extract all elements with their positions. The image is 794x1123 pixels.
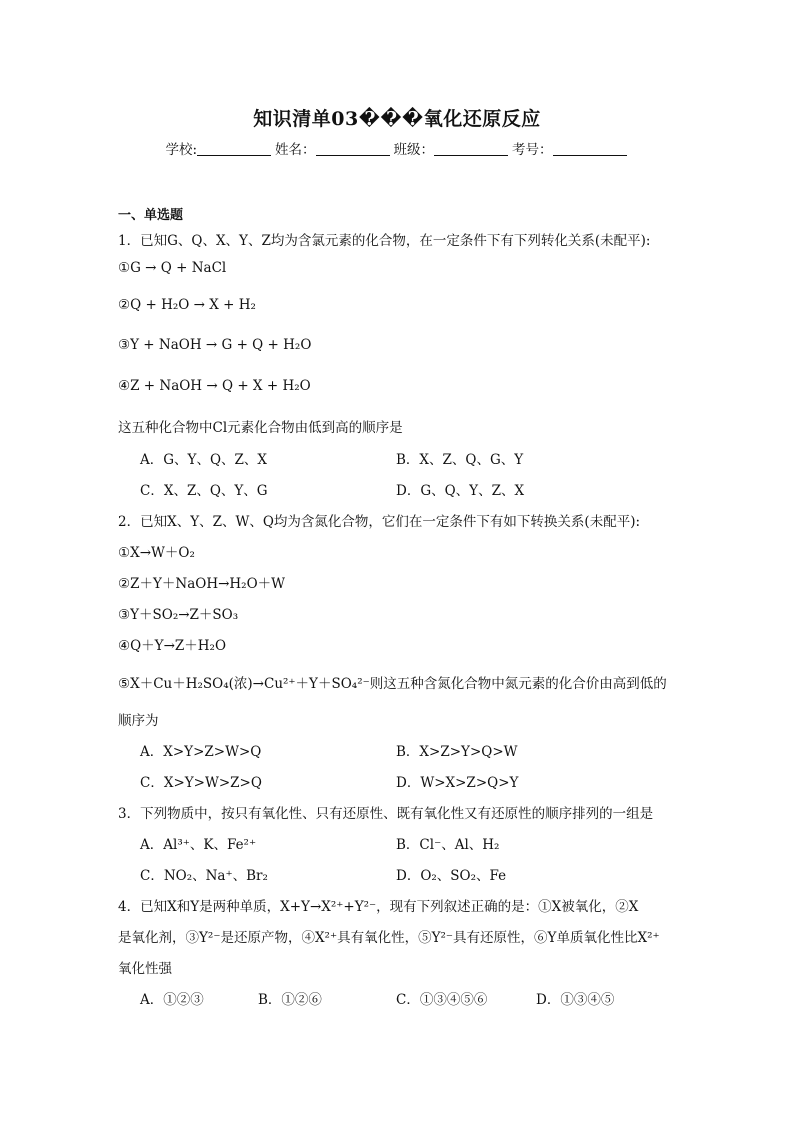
- name-label: 姓名：: [275, 142, 316, 158]
- q2-question-continuation: 顺序为: [118, 713, 159, 729]
- q2-reaction-2: ②Z＋Y＋NaOH→H₂O＋W: [118, 576, 286, 592]
- q4-stem-line-3: 氧化性强: [118, 961, 172, 977]
- q3-option-c[interactable]: C．NO₂、Na⁺、Br₂: [140, 868, 268, 884]
- q4-option-a[interactable]: A．①②③: [140, 992, 204, 1008]
- q1-option-d[interactable]: D．G、Q、Y、Z、X: [396, 483, 525, 499]
- class-label: 班级：: [393, 142, 435, 158]
- q2-reaction-4: ④Q＋Y→Z＋H₂O: [118, 638, 227, 654]
- school-label: 学校:: [165, 142, 198, 158]
- school-blank[interactable]: [197, 141, 271, 156]
- section-heading: 一、单选题: [118, 208, 184, 223]
- q2-reaction-1: ①X→W＋O₂: [118, 545, 195, 561]
- q3-option-d[interactable]: D．O₂、SO₂、Fe: [396, 868, 507, 884]
- q4-stem-line-2: 是氧化剂，③Y²⁻是还原产物，④X²⁺具有氧化性，⑤Y²⁻具有还原性，⑥Y单质氧化性比X²⁺: [118, 930, 660, 946]
- name-blank[interactable]: [316, 141, 390, 156]
- q1-stem: 1．已知G、Q、X、Y、Z均为含氯元素的化合物，在一定条件下有下列转化关系(未配平):: [118, 233, 651, 249]
- q1-option-c[interactable]: C．X、Z、Q、Y、G: [140, 483, 268, 499]
- q3-option-b[interactable]: B．Cl⁻、Al、H₂: [396, 837, 500, 853]
- q1-reaction-4: ④Z + NaOH → Q + X + H₂O: [118, 378, 311, 394]
- q3-stem: 3．下列物质中，按只有氧化性、只有还原性、既有氧化性又有还原性的顺序排列的一组是: [118, 806, 654, 822]
- exam-number-label: 考号：: [512, 142, 553, 158]
- q1-question: 这五种化合物中Cl元素化合物由低到高的顺序是: [118, 420, 403, 436]
- q2-stem: 2．已知X、Y、Z、W、Q均为含氮化合物，它们在一定条件下有如下转换关系(未配平):: [118, 514, 641, 530]
- q2-option-a[interactable]: A．X>Y>Z>W>Q: [140, 744, 262, 760]
- q2-option-c[interactable]: C．X>Y>W>Z>Q: [140, 775, 262, 791]
- q1-option-b[interactable]: B．X、Z、Q、G、Y: [396, 452, 524, 468]
- q2-reaction-3: ③Y＋SO₂→Z＋SO₃: [118, 607, 239, 623]
- exam-number-blank[interactable]: [553, 141, 627, 156]
- q4-option-c[interactable]: C．①③④⑤⑥: [396, 992, 488, 1008]
- q4-option-d[interactable]: D．①③④⑤: [536, 992, 615, 1008]
- q2-option-b[interactable]: B．X>Z>Y>Q>W: [396, 744, 518, 760]
- q1-reaction-3: ③Y + NaOH → G + Q + H₂O: [118, 337, 312, 353]
- q1-reaction-1: ①G → Q + NaCl: [118, 260, 227, 276]
- q1-reaction-2: ②Q + H₂O → X + H₂: [118, 297, 256, 313]
- q1-option-a[interactable]: A．G、Y、Q、Z、X: [140, 452, 268, 468]
- q2-reaction-5: ⑤X＋Cu＋H₂SO₄(浓)→Cu²⁺＋Y＋SO₄²⁻则这五种含氮化合物中氮元素的化合价由高到低的: [118, 676, 667, 692]
- q2-option-d[interactable]: D．W>X>Z>Q>Y: [396, 775, 519, 791]
- document-title: 知识清单03���氧化还原反应: [253, 108, 541, 130]
- class-blank[interactable]: [434, 141, 508, 156]
- student-info-row: [0, 138, 794, 158]
- q4-option-b[interactable]: B．①②⑥: [258, 992, 322, 1008]
- q4-stem-line-1: 4．已知X和Y是两种单质，X+Y→X²⁺+Y²⁻，现有下列叙述正确的是：①X被氧化，②X: [118, 899, 639, 915]
- q3-option-a[interactable]: A．Al³⁺、K、Fe²⁺: [140, 837, 257, 853]
